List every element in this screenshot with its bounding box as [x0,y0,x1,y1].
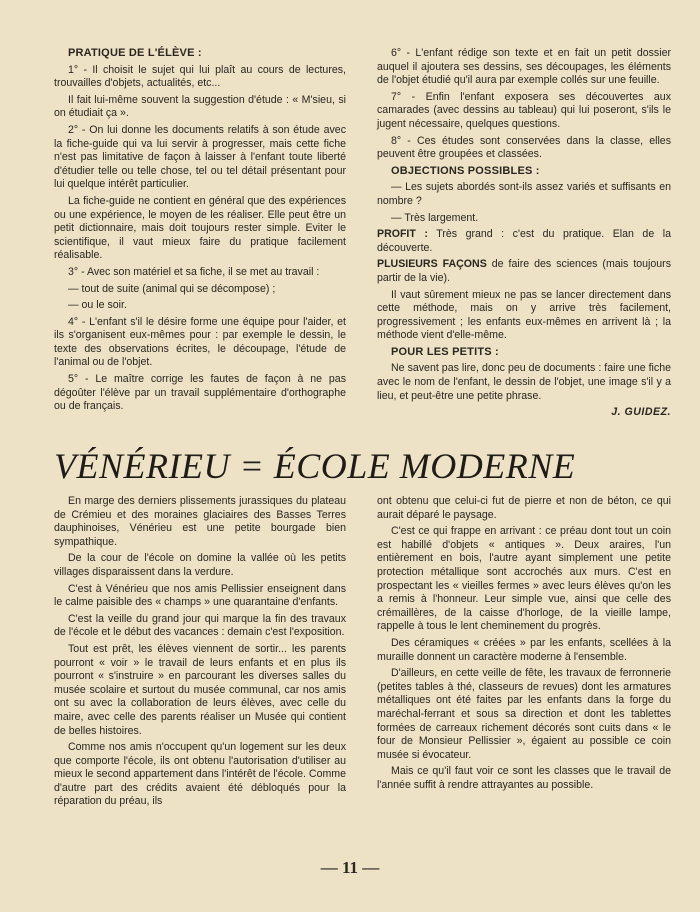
paragraph: En marge des derniers plissements jurassiques du plateau de Crémieu et des moraines glaciaires des Basses Terres dauphinoises, Vénérieu est une petite bourgade bien sympathique. [54,495,346,548]
paragraph: — Les sujets abordés sont-ils assez variés et suffisants en nombre ? [377,181,671,207]
facons-text: de faire des sciences (mais toujours partir de la vie). [377,258,672,284]
paragraph: 7° - Enfin l'enfant exposera ses découvertes aux camarades (avec dessins au tableau) qui lui poseront, s'ils le jugent nécessaire, quelques questions. [377,90,671,130]
facons-label: PLUSIEURS FAÇONS [377,258,487,271]
paragraph: De la cour de l'école on domine la vallée où les petits villages disparaissent dans la verdure. [54,552,346,578]
article-title: VÉNÉRIEU = ÉCOLE MODERNE [54,446,576,486]
profit-text: Très grand : c'est du pratique. Elan de la découverte. [377,228,671,254]
bottom-right-column [377,495,671,795]
paragraph: D'ailleurs, en cette veille de fête, les travaux de ferronnerie (petites tables à thé, classeurs de revues) dont les armatures métalliques ont été faites par les enfants dans la forge du maréchal-ferrant et sous sa direction et dont les tablettes formées de carreaux richement décorés sont cuits dans « le four de Monsieur Pellissier », égaient au possible ce coin musée si évocateur. [377,667,671,761]
page-number: — 11 — [320,858,380,877]
top-left-column [54,47,346,417]
paragraph: 8° - Ces études sont conservées dans la classe, elles peuvent être groupées et classées. [377,134,671,161]
profit-label: PROFIT : [377,228,428,241]
paragraph: Tout est prêt, les élèves viennent de sortir... les parents pourront « voir » le travail de leurs enfants et en plus ils pourront « s'instruire » en parcourant les diverses salles du musée scolaire et surtout du musée communal, car nos amis ont su avec la collaboration de leurs élèves, avec celle du maire, avec celle des parents réaliser un Musée qui contient de belles histoires. [54,642,346,737]
paragraph: 6° - L'enfant rédige son texte et en fait un petit dossier auquel il ajoutera ses dessins, ses découpages, les éléments de l'objet étudié qu'il aura par exemple collés sur une feuille. [377,47,671,87]
paragraph: 3° - Avec son matériel et sa fiche, il se met au travail : [68,265,320,278]
facons-paragraph [377,258,671,285]
paragraph: — ou le soir. [68,299,127,312]
section-heading-petits: POUR LES PETITS : [391,345,499,358]
paragraph: Des céramiques « créées » par les enfants, scellées à la muraille donnent un caractère moderne à l'ensemble. [377,636,671,663]
paragraph: Il fait lui-même souvent la suggestion d'étude : « M'sieu, si on étudiait ça ». [54,93,346,120]
paragraph: — tout de suite (animal qui se décompose) ; [68,282,276,295]
paragraph: Il vaut sûrement mieux ne pas se lancer directement dans cette méthode, mais on y arrive très facilement, progressivement ; les enfants eux-mêmes en arrivent là ; la méthode vient d'elle-même. [377,288,671,342]
paragraph: 1° - Il choisit le sujet qui lui plaît au cours de lectures, trouvailles d'objets, actualités, etc... [54,63,346,90]
section-heading-pratique: PRATIQUE DE L'ÉLÈVE : [68,47,202,59]
paragraph: Comme nos amis n'occupent qu'un logement sur les deux que comporte l'école, ils ont obtenu l'autorisation d'utiliser au mieux le second appartement dans l'intérêt de l'école. Comme d'autre part des crédits avaient été débloqués pour la réparation du préau, ils [54,741,346,808]
paragraph: La fiche-guide ne contient en général que des expériences ou une expérience, le moyen de les réaliser. Elle peut être un petit dictionnaire, mais doit toujours rester simple. Eviter le scientifique, il vaut mieux faire du pratique facilement réalisable. [54,194,346,262]
paragraph: 5° - Le maître corrige les fautes de façon à ne pas dégoûter l'élève par un travail supplémentaire d'orthographe ou de français. [54,373,346,413]
paragraph: 4° - L'enfant s'il le désire forme une équipe pour l'aider, et ils s'organisent eux-mêmes pour : par exemple le dessin, le texte des observations écrites, le découpage, l'étude de l'animal ou de l'objet. [54,315,346,369]
profit-paragraph [377,228,671,255]
paragraph: Mais ce qu'il faut voir ce sont les classes que le travail de l'année suffit à rendre attrayantes au possible. [377,765,671,791]
paragraph: — Très largement. [391,211,479,224]
paragraph: Ne savent pas lire, donc peu de documents : faire une fiche avec le nom de l'enfant, le dessin de l'objet, une image s'il y a lieu, et peut-être une petite phrase. [377,362,671,402]
paragraph: 2° - On lui donne les documents relatifs à son étude avec la fiche-guide qui va lui servir à progresser, mais cette fiche n'est pas limitative de façon à laisser à l'enfant toute liberté d'étudier telle ou telle chose, tel ou tel détail présentant pour lui quelque intérêt particulier. [54,123,346,191]
section-heading-objections: OBJECTIONS POSSIBLES : [391,164,540,177]
paragraph: C'est à Vénérieu que nos amis Pellissier enseignent dans le calme paisible des « champs » une quarantaine d'enfants. [54,582,346,609]
top-right-column [377,47,671,423]
bottom-left-column [54,495,346,812]
paragraph: C'est ce qui frappe en arrivant : ce préau dont tout un coin est habillé d'objets « antiques ». Deux araires, l'un entièrement en bois, l'autre ayant simplement une petite protection métallique sont accrochés aux murs. C'est en prospectant les « vieilles fermes » avec leurs élèves qu'on les a remis à l'honneur. Leur simple vue, ainsi que celle des crémaillères, de la caisse d'horloge, de la vieille lampe, rappelle à tous le lent cheminement du progrès. [377,525,671,633]
paragraph: ont obtenu que celui-ci fut de pierre et non de béton, ce qui aurait déparé le paysage. [377,495,671,521]
author-signature: J. GUIDEZ. [611,406,671,419]
paragraph: C'est la veille du grand jour qui marque la fin des travaux de l'école et le début des vacances : demain c'est l'exposition. [54,612,346,639]
